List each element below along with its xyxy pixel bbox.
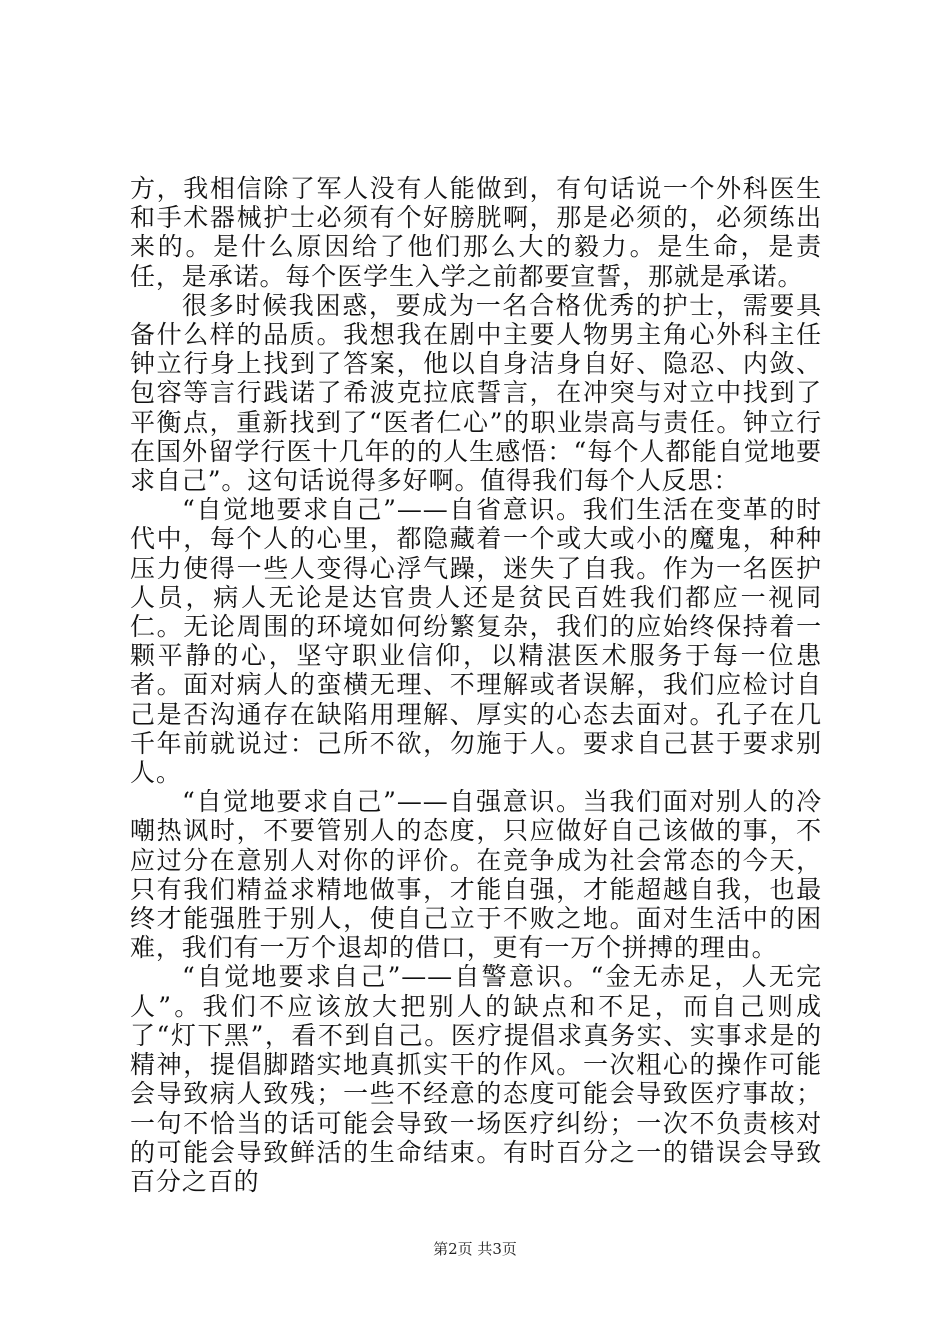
paragraph-2: 很多时候我困惑，要成为一名合格优秀的护士，需要具备什么样的品质。我想我在剧中主要人物男主角心外科主任钟立行身上找到了答案，他以自身洁身自好、隐忍、内敛、包容等言行践诺了希波克拉底誓言，在冲突与对立中找到了平衡点，重新找到了“医者仁心”的职业崇高与责任。钟立行在国外留学行医十几年的的人生感悟：“每个人都能自觉地要求自己”。这句话说得多好啊。值得我们每个人反思： (130, 290, 822, 496)
page-number-footer: 第2页 共3页 (433, 1240, 517, 1258)
document-body (130, 174, 822, 1196)
paragraph-5: “自觉地要求自己”——自警意识。“金无赤足，人无完人”。我们不应该放大把别人的缺点和不足，而自己则成了“灯下黑”，看不到自己。医疗提倡求真务实、实事求是的精神，提倡脚踏实地真抓实干的作风。一次粗心的操作可能会导致病人致残；一些不经意的态度可能会导致医疗事故；一句不恰当的话可能会导致一场医疗纠纷；一次不负责核对的可能会导致鲜活的生命结束。有时百分之一的错误会导致百分之百的 (130, 962, 822, 1196)
paragraph-3: “自觉地要求自己”——自省意识。我们生活在变革的时代中，每个人的心里，都隐藏着一个或大或小的魔鬼，种种压力使得一些人变得心浮气躁，迷失了自我。作为一名医护人员，病人无论是达官贵人还是贫民百姓我们都应一视同仁。无论周围的环境如何纷繁复杂，我们的应始终保持着一颗平静的心，坚守职业信仰，以精湛医术服务于每一位患者。面对病人的蛮横无理、不理解或者误解，我们应检讨自己是否沟通存在缺陷用理解、厚实的心态去面对。孔子在几千年前就说过：己所不欲，勿施于人。要求自己甚于要求别人。 (130, 495, 822, 788)
paragraph-4: “自觉地要求自己”——自强意识。当我们面对别人的冷嘲热讽时，不要管别人的态度，只应做好自己该做的事，不应过分在意别人对你的评价。在竞争成为社会常态的今天，只有我们精益求精地做事，才能自强，才能超越自我，也最终才能强胜于别人，使自己立于不败之地。面对生活中的困难，我们有一万个退却的借口，更有一万个拼搏的理由。 (130, 787, 822, 963)
paragraph-1: 方，我相信除了军人没有人能做到，有句话说一个外科医生和手术器械护士必须有个好膀胱啊，那是必须的，必须练出来的。是什么原因给了他们那么大的毅力。是生命，是责任，是承诺。每个医学生入学之前都要宣誓，那就是承诺。 (130, 174, 822, 291)
